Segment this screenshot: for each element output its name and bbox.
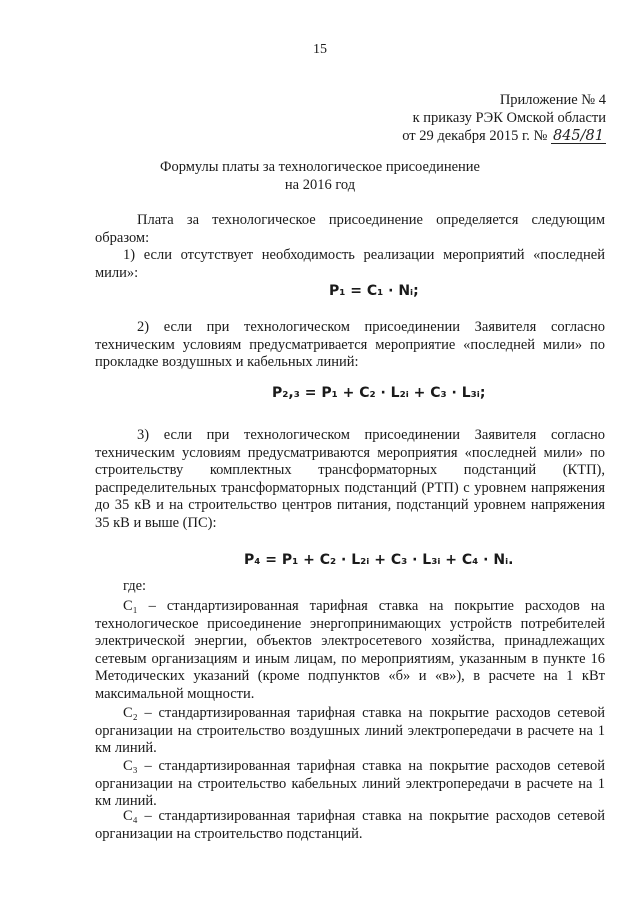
appendix-line-2: к приказу РЭК Омской области (412, 110, 606, 126)
title-line-2: на 2016 год (284, 177, 356, 193)
handwritten-order-number: 845/81 (552, 128, 604, 144)
where-label: где: (123, 578, 147, 594)
document-title (0, 158, 640, 194)
case-1-paragraph: 1) если отсутствует необходимость реализации мероприятий «последней мили»: (95, 247, 605, 281)
formula-1: P₁ = C₁ · Nᵢ; (329, 283, 419, 299)
definition-c4: C₄ – стандартизированная тарифная ставка на покрытие расходов сетевой организации на строительство подстанций. (95, 808, 605, 842)
appendix-line-3 (402, 127, 606, 145)
case-2-paragraph: 2) если при технологическом присоединении Заявителя согласно техническим условиям предусматривается мероприятие «последней мили» по прокладке воздушных и кабельных линий: (95, 319, 605, 370)
formula-3: P₄ = P₁ + C₂ · L₂ᵢ + C₃ · L₃ᵢ + C₄ · Nᵢ. (244, 552, 514, 568)
definition-c1: C₁ – стандартизированная тарифная ставка на покрытие расходов на технологическое присоединение энергопринимающих устройств потребителей электрической энергии, объектов электросетевого хозяйства, принадлежащих сетевым организациям и иным лицам, по мероприятиям, указанным в пункте 16 Методических указаний (кроме подпунктов «б» и «в»), в расчете на 1 кВт максимальной мощности. (95, 598, 605, 702)
formula-2: P₂,₃ = P₁ + C₂ · L₂ᵢ + C₃ · L₃ᵢ; (272, 385, 486, 401)
definition-c3: C₃ – стандартизированная тарифная ставка на покрытие расходов сетевой организации на строительство кабельных линий электропередачи в расчете на 1 км линий. (95, 758, 605, 809)
intro-paragraph: Плата за технологическое присоединение определяется следующим образом: (95, 212, 605, 246)
page-number: 15 (313, 42, 327, 57)
order-date: от 29 декабря 2015 г. № (402, 128, 548, 144)
title-line-1: Формулы платы за технологическое присоединение (159, 159, 480, 175)
appendix-header (402, 91, 606, 145)
definition-c2: C₂ – стандартизированная тарифная ставка на покрытие расходов сетевой организации на строительство воздушных линий электропередачи в расчете на 1 км линий. (95, 705, 605, 756)
appendix-line-1: Приложение № 4 (499, 92, 606, 108)
case-3-paragraph: 3) если при технологическом присоединении Заявителя согласно техническим условиям предусматриваются мероприятия «последней мили» по строительству комплектных трансформаторных подстанций (КТП), распределительных трансформаторных подстанций (РТП) с уровнем напряжения до 35 кВ и на строительство центров питания, подстанций уровнем напряжения 35 кВ и выше (ПС): (95, 427, 605, 531)
